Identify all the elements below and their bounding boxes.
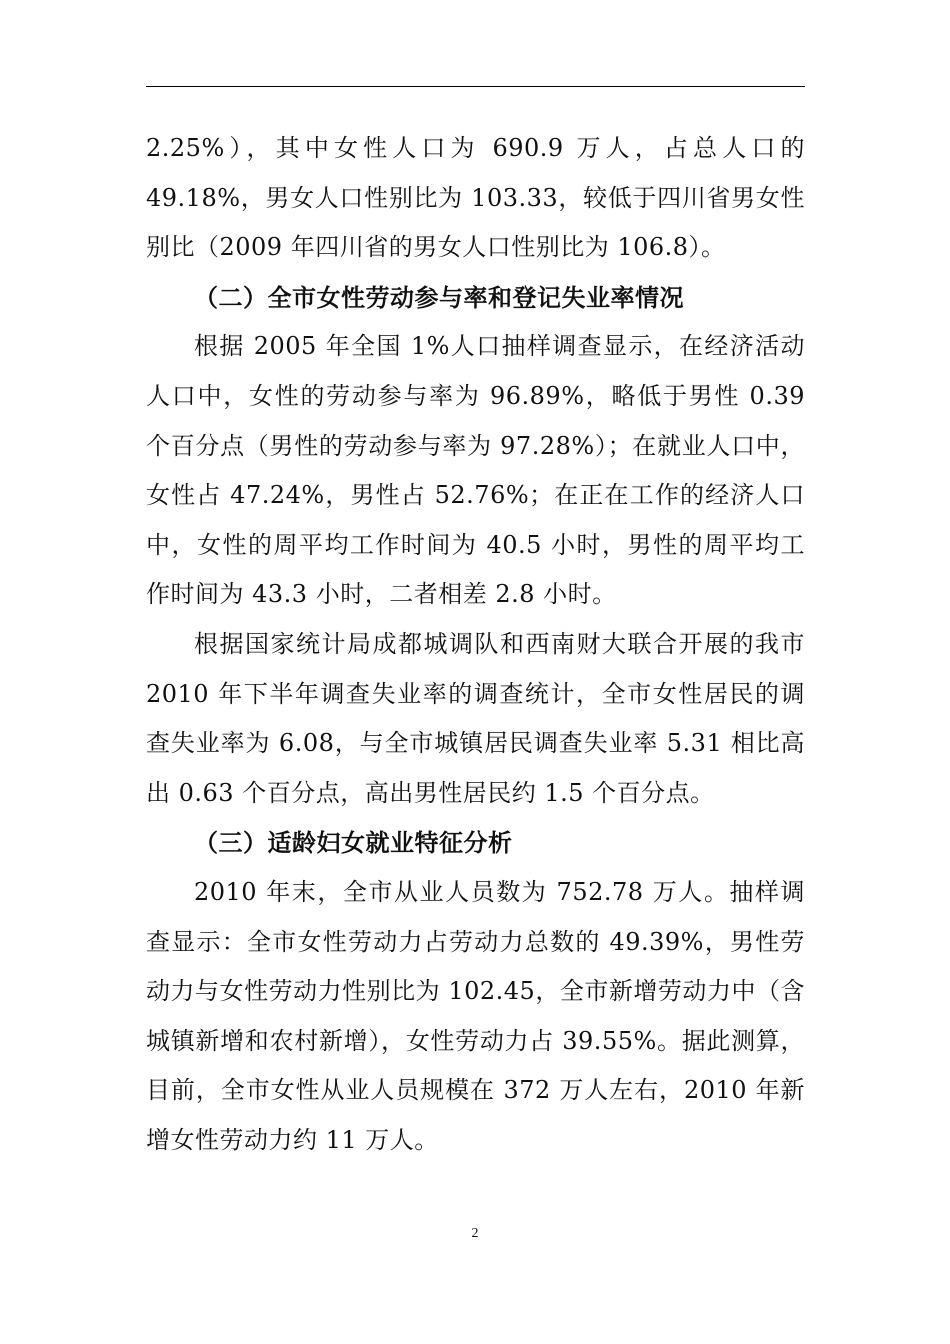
section-heading-employment-features: （三）适龄妇女就业特征分析	[194, 828, 513, 858]
header-rule	[146, 86, 805, 87]
document-body	[146, 124, 805, 1165]
page-number: 2	[471, 1226, 479, 1241]
paragraph-population-ratio: 2.25%），其中女性人口为 690.9 万人，占总人口的 49.18%，男女人口性别比为 103.33，较低于四川省男女性别比（2009 年四川省的男女人口性别比为 106.8）。	[146, 134, 805, 262]
paragraph-labor-participation: 根据 2005 年全国 1%人口抽样调查显示，在经济活动人口中，女性的劳动参与率为 96.89%，略低于男性 0.39 个百分点（男性的劳动参与率为 97.28%）；在就业人口中，女性占 47.24%，男性占 52.76%；在正在工作的经济人口中，女性的周平均工作时间为 40.5 小时，男性的周平均工作时间为 43.3 小时，二者相差 2.8 小时。	[146, 332, 805, 609]
paragraph-employment-features: 2010 年末，全市从业人员数为 752.78 万人。抽样调查显示：全市女性劳动力占劳动力总数的 49.39%，男性劳动力与女性劳动力性别比为 102.45，全市新增劳动力中（含城镇新增和农村新增），女性劳动力占 39.55%。据此测算，目前，全市女性从业人员规模在 372 万人左右，2010 年新增女性劳动力约 11 万人。	[146, 877, 805, 1154]
section-heading-labor-participation: （二）全市女性劳动参与率和登记失业率情况	[194, 282, 684, 312]
paragraph-unemployment-rate: 根据国家统计局成都城调队和西南财大联合开展的我市 2010 年下半年调查失业率的调查统计，全市女性居民的调查失业率为 6.08，与全市城镇居民调查失业率 5.31 相比高出 0.63 个百分点，高出男性居民约 1.5 个百分点。	[146, 629, 805, 807]
